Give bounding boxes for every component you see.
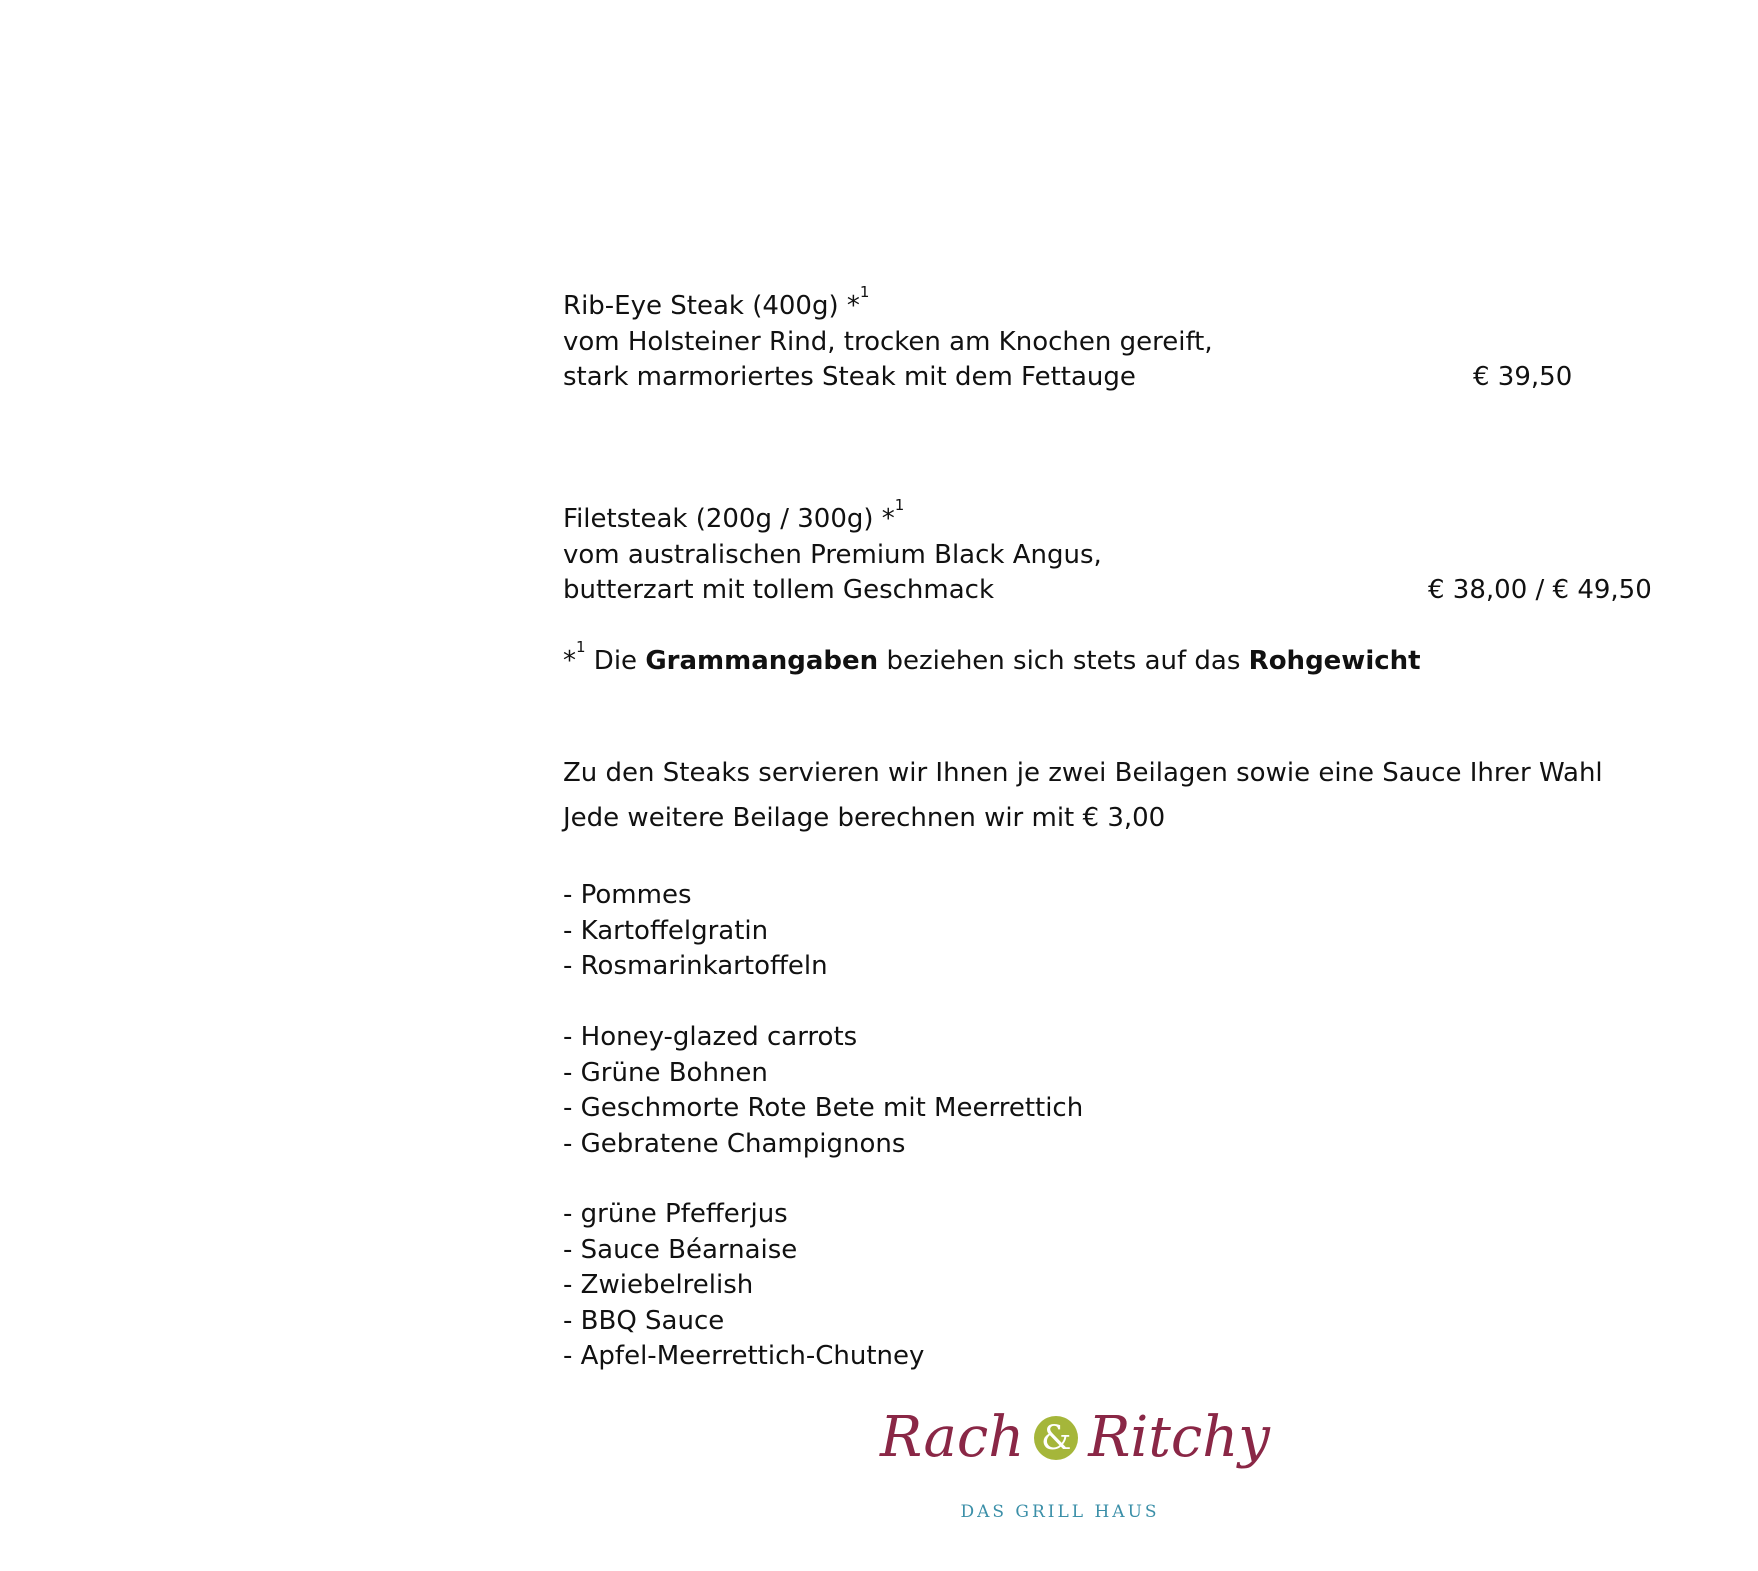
logo-wordmark [880, 1405, 1270, 1470]
list-item: - Geschmorte Rote Bete mit Meerrettich [563, 1093, 1084, 1123]
restaurant-logo [880, 1400, 1270, 1550]
footnote-sup: 1 [576, 638, 586, 656]
logo-name-a: Rach [880, 1405, 1025, 1470]
ribeye-desc-2: stark marmoriertes Steak mit dem Fettauge [563, 362, 1136, 392]
list-item: - Grüne Bohnen [563, 1057, 768, 1088]
ribeye-title: Rib-Eye Steak (400g) * [563, 291, 860, 321]
logo-name-b: Ritchy [1088, 1405, 1270, 1470]
sauces-list [563, 1197, 924, 1375]
filet-item [563, 496, 1652, 609]
list-item: - Apfel-Meerrettich-Chutney [563, 1341, 925, 1371]
list-item: - grüne Pfefferjus [563, 1199, 788, 1229]
ribeye-desc-1: vom Holsteiner Rind, trocken am Knochen gereift, [563, 326, 1213, 357]
footnote-text-b: beziehen sich stets auf das [878, 646, 1249, 676]
list-item: - Kartoffelgratin [563, 915, 769, 946]
footnote-line [563, 638, 1421, 680]
footnote-marker: * [563, 646, 576, 676]
vegetable-sides-list [563, 1020, 1083, 1162]
filet-footnote-mark: 1 [894, 496, 905, 514]
list-item: - BBQ Sauce [563, 1305, 725, 1336]
sides-info-line-1: Zu den Steaks servieren wir Ihnen je zwei Beilagen sowie eine Sauce Ihrer Wahl [563, 758, 1603, 788]
filet-desc-1: vom australischen Premium Black Angus, [563, 539, 1102, 570]
list-item: - Pommes [563, 880, 692, 910]
footnote-bold-b: Rohgewicht [1248, 646, 1421, 676]
sides-info-line-2: Jede weitere Beilage berechnen wir mit € 3,00 [563, 803, 1166, 833]
footnote-bold-a: Grammangaben [645, 646, 879, 676]
list-item: - Honey-glazed carrots [563, 1022, 858, 1052]
list-item: - Zwiebelrelish [563, 1270, 754, 1300]
filet-title: Filetsteak (200g / 300g) * [563, 504, 895, 534]
filet-price: € 38,00 / € 49,50 [1428, 575, 1652, 605]
weight-footnote [563, 638, 1421, 680]
list-item: - Gebratene Champignons [563, 1128, 906, 1159]
logo-tagline: DAS GRILL HAUS [960, 1502, 1160, 1522]
list-item: - Rosmarinkartoffeln [563, 951, 828, 981]
list-item: - Sauce Béarnaise [563, 1234, 798, 1265]
ribeye-item [563, 283, 1573, 396]
sides-info [563, 751, 1603, 841]
potato-sides-list [563, 878, 828, 985]
ribeye-desc-2-line [563, 360, 1573, 396]
ribeye-title-line [563, 283, 1213, 325]
ribeye-price: € 39,50 [1473, 362, 1573, 392]
filet-title-line [563, 496, 1102, 538]
filet-desc-2-line [563, 573, 1652, 609]
logo-ampersand-icon: & [1034, 1416, 1078, 1460]
ribeye-footnote-mark: 1 [859, 283, 870, 301]
footnote-text-a: Die [585, 646, 646, 676]
filet-desc-2: butterzart mit tollem Geschmack [563, 575, 995, 605]
